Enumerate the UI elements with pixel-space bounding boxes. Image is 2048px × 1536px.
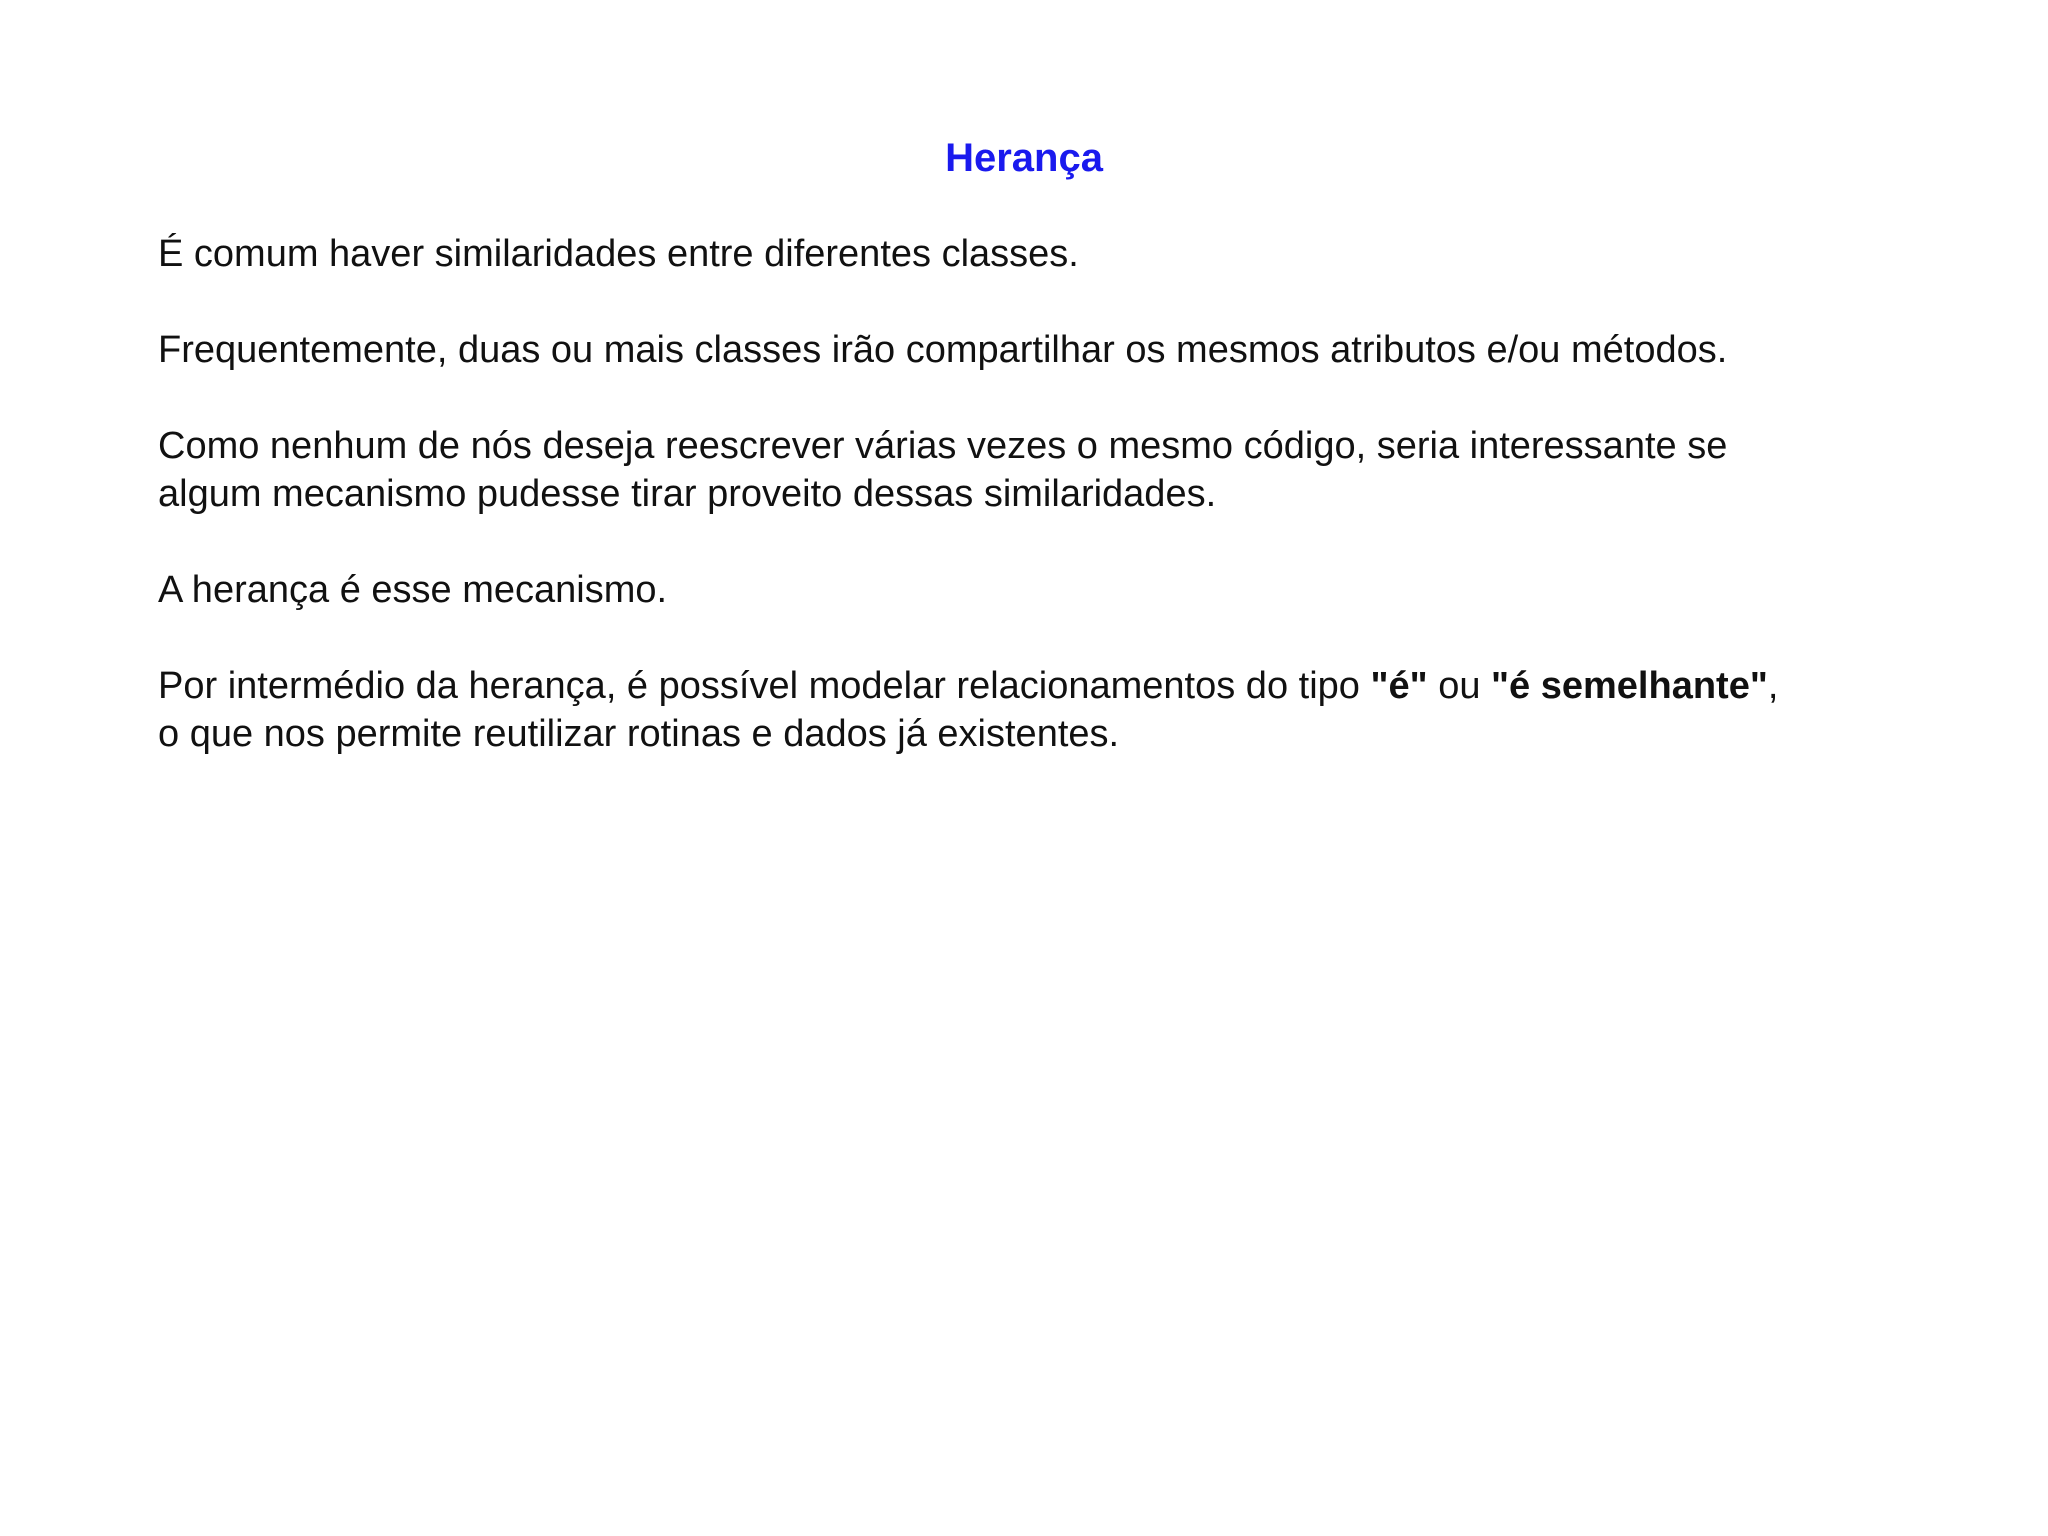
- relationships-text-start: Por intermédio da herança, é possível modelar relacionamentos do tipo: [158, 665, 1371, 707]
- paragraph-code-reuse-line-2: algum mecanismo pudesse tirar proveito dessas similaridades.: [158, 473, 1217, 515]
- paragraph-relationships: [158, 662, 1898, 758]
- paragraph-shared-attributes: Frequentemente, duas ou mais classes irão compartilhar os mesmos atributos e/ou métodos.: [158, 329, 1728, 371]
- slide-title: Herança: [945, 136, 1103, 180]
- paragraph-relationships-line-1: [158, 662, 1898, 710]
- relationship-similar-term: "é semelhante": [1491, 665, 1768, 707]
- paragraph-code-reuse: [158, 422, 1898, 518]
- paragraph-mechanism: A herança é esse mecanismo.: [158, 569, 668, 611]
- relationships-text-comma: ,: [1767, 665, 1779, 707]
- relationship-is-term: "é": [1370, 665, 1428, 707]
- paragraph-similarities: É comum haver similaridades entre diferentes classes.: [158, 233, 1079, 275]
- paragraph-relationships-line-2: o que nos permite reutilizar rotinas e dados já existentes.: [158, 713, 1120, 755]
- relationships-text-or: ou: [1427, 665, 1492, 707]
- paragraph-code-reuse-line-1: Como nenhum de nós deseja reescrever várias vezes o mesmo código, seria interessante se: [158, 425, 1728, 467]
